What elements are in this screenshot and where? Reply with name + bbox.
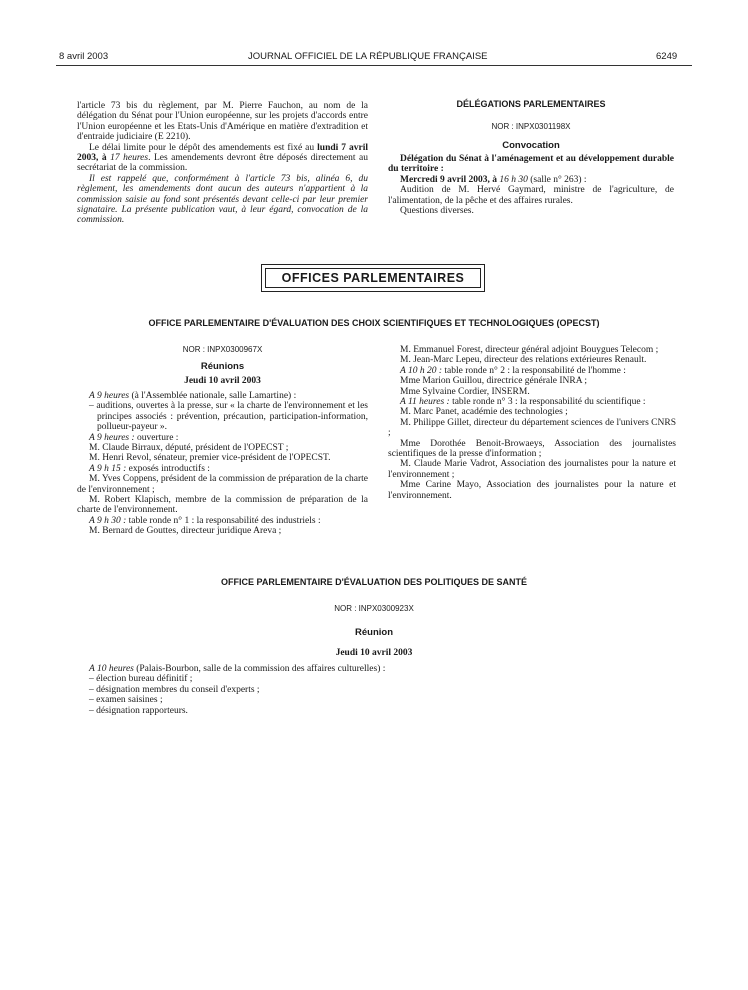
participant: M. Claude Marie Vadrot, Association des journalistes pour la nature et l'environnement ; bbox=[388, 459, 676, 480]
agenda-item: – élection bureau définitif ; bbox=[89, 674, 193, 685]
text-paragraph: l'article 73 bis du règlement, par M. Pierre Fauchon, au nom de la délégation du Sénat pour l'Union européenne, sur les projets d'accords entre l'Union européenne et les Etats-Unis d'Amérique en matière d'extradition et d'entraide judiciaire (E 2210). bbox=[77, 101, 368, 143]
section-heading: OFFICES PARLEMENTAIRES bbox=[265, 268, 481, 288]
participant: M. Yves Coppens, président de la commission de préparation de la charte de l'environnement ; bbox=[77, 474, 368, 495]
agenda-item: – désignation membres du conseil d'experts ; bbox=[89, 684, 260, 695]
header-page-number: 6249 bbox=[656, 51, 678, 62]
agenda-item: – désignation rapporteurs. bbox=[89, 705, 188, 716]
agenda-item: Questions diverses. bbox=[400, 206, 474, 217]
top-left-column bbox=[77, 101, 368, 226]
sante-date: Jeudi 10 avril 2003 bbox=[335, 648, 413, 658]
text-paragraph: Il est rappelé que, conformément à l'article 73 bis, alinéa 6, du règlement, les amendements dont aucun des auteurs n'appartient à la commission saisie au fond sont présentés devant celle-ci par leur premier signataire. La présente publication vaut, à leur égard, convocation de la commission. bbox=[77, 173, 368, 226]
agenda-item: A 9 h 30 : table ronde n° 1 : la responsabilité des industriels : bbox=[89, 515, 321, 526]
opecst-subtitle: Réunions bbox=[200, 361, 245, 372]
delegations-subtitle: Convocation bbox=[502, 140, 560, 151]
opecst-date: Jeudi 10 avril 2003 bbox=[184, 376, 261, 386]
header-rule bbox=[56, 65, 692, 66]
section-heading-box bbox=[261, 264, 485, 292]
opecst-nor: NOR : INPX0300967X bbox=[182, 345, 263, 354]
participant: Mme Carine Mayo, Association des journalistes pour la nature et l'environnement. bbox=[388, 480, 676, 501]
sante-subtitle: Réunion bbox=[355, 627, 393, 638]
participant: M. Claude Birraux, député, président de l'OPECST ; bbox=[89, 443, 289, 454]
delegations-body bbox=[388, 154, 674, 216]
sante-agenda bbox=[77, 664, 677, 716]
participant: M. Robert Klapisch, membre de la commission de préparation de la charte de l'environnement. bbox=[77, 495, 368, 516]
header-date: 8 avril 2003 bbox=[59, 51, 109, 62]
meeting-date: Mercredi 9 avril 2003, à 16 h 30 (salle n° 263) : bbox=[400, 174, 587, 185]
participant: Mme Marion Guillou, directrice générale INRA ; bbox=[400, 376, 588, 387]
agenda-item: – examen saisines ; bbox=[89, 695, 163, 706]
delegation-name: Délégation du Sénat à l'aménagement et au développement durable du territoire : bbox=[388, 154, 674, 175]
text-paragraph: Le délai limite pour le dépôt des amendements est fixé au lundi 7 avril 2003, à 17 heures. Les amendements devront être déposés directement au secrétariat de la commission. bbox=[77, 142, 369, 174]
agenda-item: A 11 heures : table ronde n° 3 : la responsabilité du scientifique : bbox=[400, 397, 646, 408]
sante-title: OFFICE PARLEMENTAIRE D'ÉVALUATION DES POLITIQUES DE SANTÉ bbox=[221, 577, 527, 587]
delegations-nor: NOR : INPX0301198X bbox=[491, 122, 571, 131]
sante-nor: NOR : INPX0300923X bbox=[334, 604, 414, 613]
agenda-item: Audition de M. Hervé Gaymard, ministre de l'agriculture, de l'alimentation, de la pêche et des affaires rurales. bbox=[388, 185, 674, 206]
participant: Mme Dorothée Benoit-Browaeys, Association des journalistes scientifiques de la presse d'information ; bbox=[388, 438, 676, 460]
delegations-title: DÉLÉGATIONS PARLEMENTAIRES bbox=[456, 99, 606, 109]
agenda-item: A 10 heures (Palais-Bourbon, salle de la commission des affaires culturelles) : bbox=[89, 664, 386, 674]
participant: M. Bernard de Gouttes, directeur juridique Areva ; bbox=[89, 526, 282, 537]
participant: M. Philippe Gillet, directeur du département sciences de l'univers CNRS ; bbox=[388, 417, 676, 439]
agenda-item: – auditions, ouvertes à la presse, sur « la charte de l'environnement et les principes associés : prévention, précaution, participation-information, pollueur-payeur ». bbox=[89, 401, 368, 433]
participant: M. Marc Panet, académie des technologies ; bbox=[400, 407, 568, 418]
header-journal-title: JOURNAL OFFICIEL DE LA RÉPUBLIQUE FRANÇAISE bbox=[248, 51, 488, 62]
agenda-item: A 9 heures (à l'Assemblée nationale, salle Lamartine) : bbox=[89, 391, 297, 401]
opecst-left-column bbox=[77, 391, 368, 537]
agenda-item: A 9 heures : ouverture : bbox=[89, 432, 179, 443]
opecst-title: OFFICE PARLEMENTAIRE D'ÉVALUATION DES CHOIX SCIENTIFIQUES ET TECHNOLOGIQUES (OPECST) bbox=[148, 318, 600, 328]
participant: M. Jean-Marc Lepeu, directeur des relations extérieures Renault. bbox=[400, 355, 647, 366]
participant: M. Emmanuel Forest, directeur général adjoint Bouygues Telecom ; bbox=[400, 345, 659, 355]
agenda-item: A 10 h 20 : table ronde n° 2 : la responsabilité de l'homme : bbox=[400, 365, 626, 376]
participant: M. Henri Revol, sénateur, premier vice-président de l'OPECST. bbox=[89, 453, 331, 464]
opecst-right-column bbox=[388, 345, 676, 501]
participant: Mme Sylvaine Cordier, INSERM. bbox=[400, 386, 530, 397]
agenda-item: A 9 h 15 : exposés introductifs : bbox=[89, 463, 210, 474]
